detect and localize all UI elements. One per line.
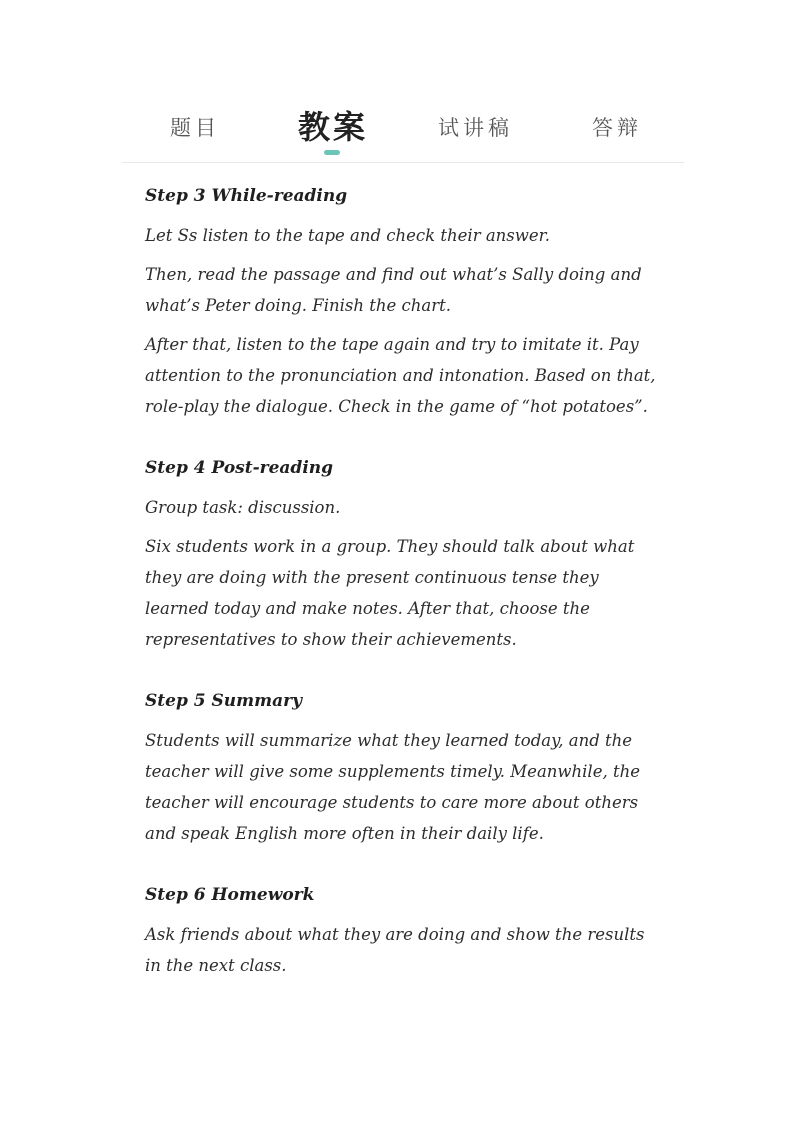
paragraph: Students will summarize what they learned today, and the teacher will give some supplements timely. Meanwhile, the teacher will encourage students to care more about others and speak English more often in their daily life. — [145, 731, 640, 843]
paragraph: Let Ss listen to the tape and check their answer. — [145, 226, 550, 245]
section-step-4 — [145, 452, 665, 655]
active-tab-indicator — [324, 150, 340, 155]
section-heading: Step 6 Homework — [145, 885, 315, 905]
lesson-plan-content — [145, 180, 665, 989]
section-heading: Step 4 Post-reading — [145, 458, 334, 478]
paragraph: After that, listen to the tape again and try to imitate it. Pay attention to the pronunciation and intonation. Based on that, role-play the dialogue. Check in the game of “hot potatoes”. — [145, 335, 656, 416]
section-step-6 — [145, 879, 665, 981]
tab-questions[interactable]: 题目 — [170, 116, 220, 140]
paragraph: Six students work in a group. They should talk about what they are doing with the present continuous tense they learned today and make notes. After that, choose the representatives to show their achievements. — [145, 537, 635, 649]
tab-lecture-script[interactable]: 试讲稿 — [438, 116, 513, 140]
tab-bar — [122, 98, 684, 163]
tab-defense[interactable]: 答辩 — [592, 116, 642, 140]
section-step-5 — [145, 685, 665, 849]
section-heading: Step 5 Summary — [145, 691, 302, 711]
tab-lesson-plan[interactable]: 教案 — [298, 108, 369, 146]
section-step-3 — [145, 180, 665, 422]
paragraph: Then, read the passage and find out what’s Sally doing and what’s Peter doing. Finish the chart. — [145, 265, 642, 315]
paragraph: Ask friends about what they are doing and show the results in the next class. — [145, 925, 645, 975]
paragraph: Group task: discussion. — [145, 498, 341, 517]
section-heading: Step 3 While-reading — [145, 186, 348, 206]
